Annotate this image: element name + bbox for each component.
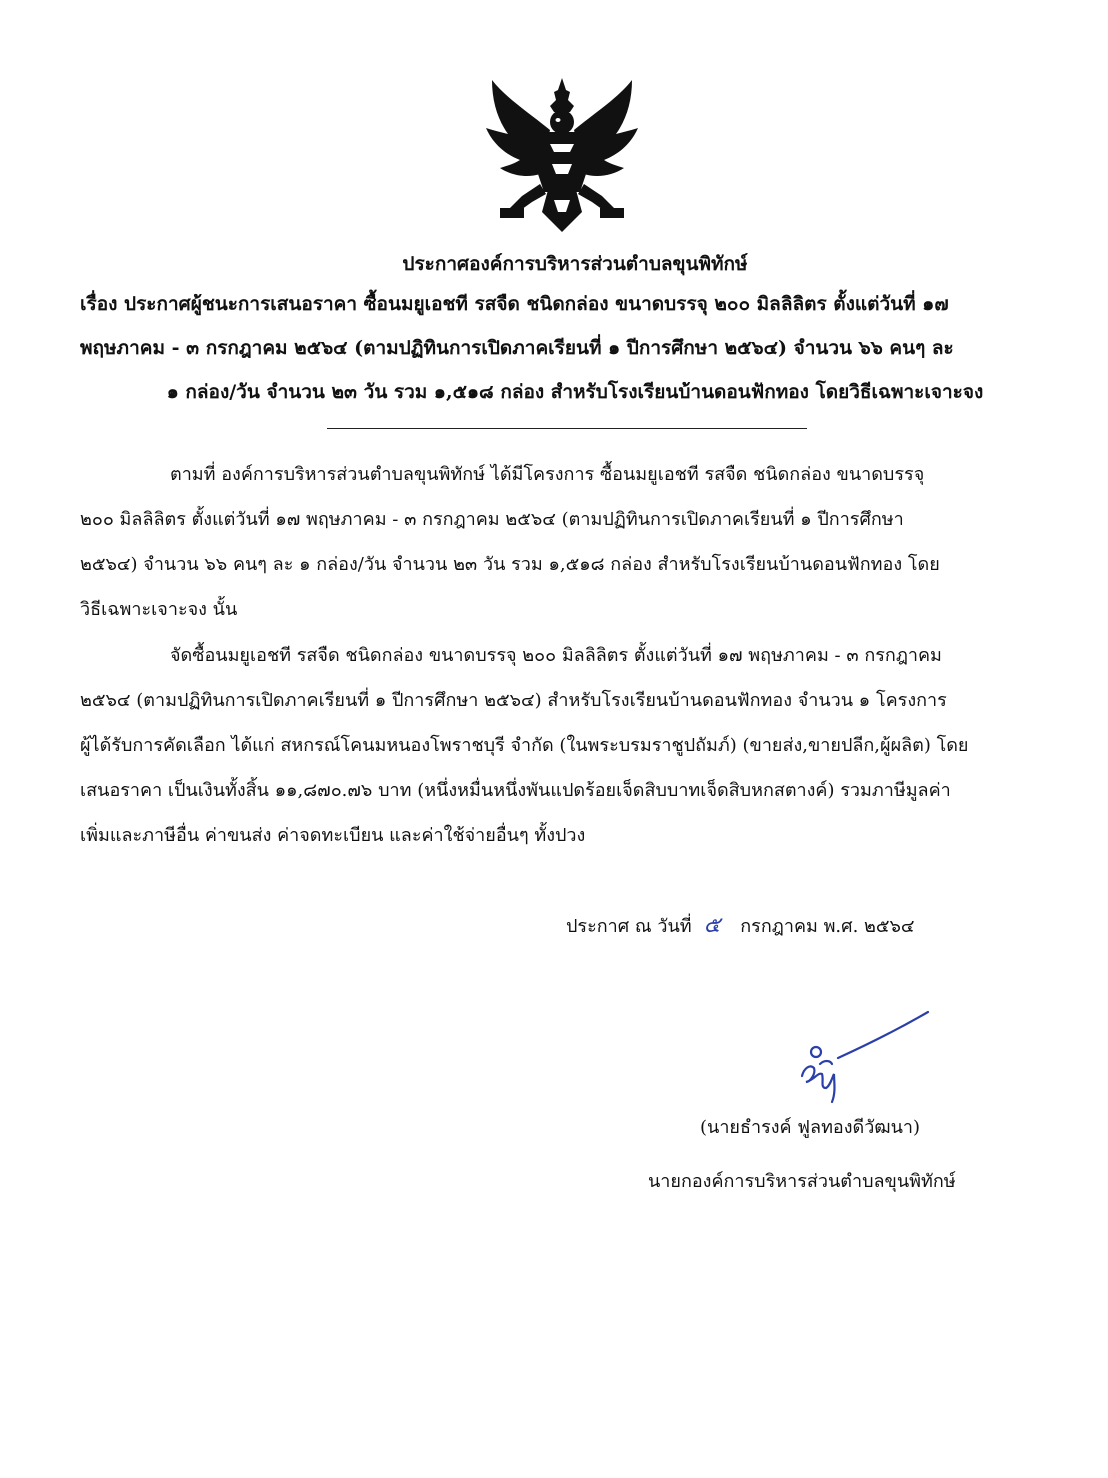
paragraph-line: ๒๕๖๔) จำนวน ๖๖ คนๆ ละ ๑ กล่อง/วัน จำนวน ๒๓ วัน รวม ๑,๕๑๘ กล่อง สำหรับโรงเรียนบ้านดอนฟักทอง โดย xyxy=(80,554,940,575)
paragraph-line: วิธีเฉพาะเจาะจง นั้น xyxy=(80,599,238,620)
date-month-year: กรกฎาคม พ.ศ. ๒๕๖๔ xyxy=(740,916,915,937)
paragraph-line: ตามที่ องค์การบริหารส่วนตำบลขุนพิทักษ์ ได้มีโครงการ ซื้อนมยูเอชที รสจืด ชนิดกล่อง ขนาดบรรจุ xyxy=(170,464,925,485)
date-prefix: ประกาศ ณ วันที่ xyxy=(566,916,692,937)
signatory-position: นายกองค์การบริหารส่วนตำบลขุนพิทักษ์ xyxy=(648,1171,956,1192)
title-divider xyxy=(327,428,807,429)
signature-icon xyxy=(780,1002,940,1110)
garuda-emblem-icon xyxy=(478,72,646,238)
subject-line: พฤษภาคม - ๓ กรกฎาคม ๒๕๖๔ (ตามปฏิทินการเปิดภาคเรียนที่ ๑ ปีการศึกษา ๒๕๖๔) จำนวน ๖๖ คนๆ ละ xyxy=(80,337,954,359)
body-paragraph-2 xyxy=(80,633,1070,858)
paragraph-line: เสนอราคา เป็นเงินทั้งสิ้น ๑๑,๘๗๐.๗๖ บาท (หนึ่งหมื่นหนึ่งพันแปดร้อยเจ็ดสิบบาทเจ็ดสิบหกสตางค์) รวมภาษีมูลค่า xyxy=(80,780,951,801)
document-title: ประกาศองค์การบริหารส่วนตำบลขุนพิทักษ์ xyxy=(402,253,748,275)
body-paragraph-1 xyxy=(80,452,1070,632)
paragraph-line: ๒๕๖๔ (ตามปฏิทินการเปิดภาคเรียนที่ ๑ ปีการศึกษา ๒๕๖๔) สำหรับโรงเรียนบ้านดอนฟักทอง จำนวน ๑ โครงการ xyxy=(80,690,947,711)
paragraph-line: จัดซื้อนมยูเอชที รสจืด ชนิดกล่อง ขนาดบรรจุ ๒๐๐ มิลลิลิตร ตั้งแต่วันที่ ๑๗ พฤษภาคม - ๓ กรกฎาคม xyxy=(170,645,942,666)
subject-line: เรื่อง ประกาศผู้ชนะการเสนอราคา ซื้อนมยูเอชที รสจืด ชนิดกล่อง ขนาดบรรจุ ๒๐๐ มิลลิลิตร ตั้งแต่วันที่ ๑๗ xyxy=(80,293,949,315)
paragraph-line: ๒๐๐ มิลลิลิตร ตั้งแต่วันที่ ๑๗ พฤษภาคม - ๓ กรกฎาคม ๒๕๖๔ (ตามปฏิทินการเปิดภาคเรียนที่ ๑ ปีการศึกษา xyxy=(80,509,904,530)
date-day-handwritten: ๕ xyxy=(703,913,721,938)
announcement-date xyxy=(566,906,915,947)
signatory-name: (นายธำรงค์ ฟูลทองดีวัฒนา) xyxy=(700,1117,921,1138)
document-subject xyxy=(80,282,1070,414)
paragraph-line: ผู้ได้รับการคัดเลือก ได้แก่ สหกรณ์โคนมหนองโพราชบุรี จำกัด (ในพระบรมราชูปถัมภ์) (ขายส่ง,ขายปลีก,ผู้ผลิต) โดย xyxy=(80,735,969,756)
paragraph-line: เพิ่มและภาษีอื่น ค่าขนส่ง ค่าจดทะเบียน และค่าใช้จ่ายอื่นๆ ทั้งปวง xyxy=(80,825,586,846)
subject-line: ๑ กล่อง/วัน จำนวน ๒๓ วัน รวม ๑,๕๑๘ กล่อง สำหรับโรงเรียนบ้านดอนฟักทอง โดยวิธีเฉพาะเจาะจง xyxy=(166,381,984,403)
